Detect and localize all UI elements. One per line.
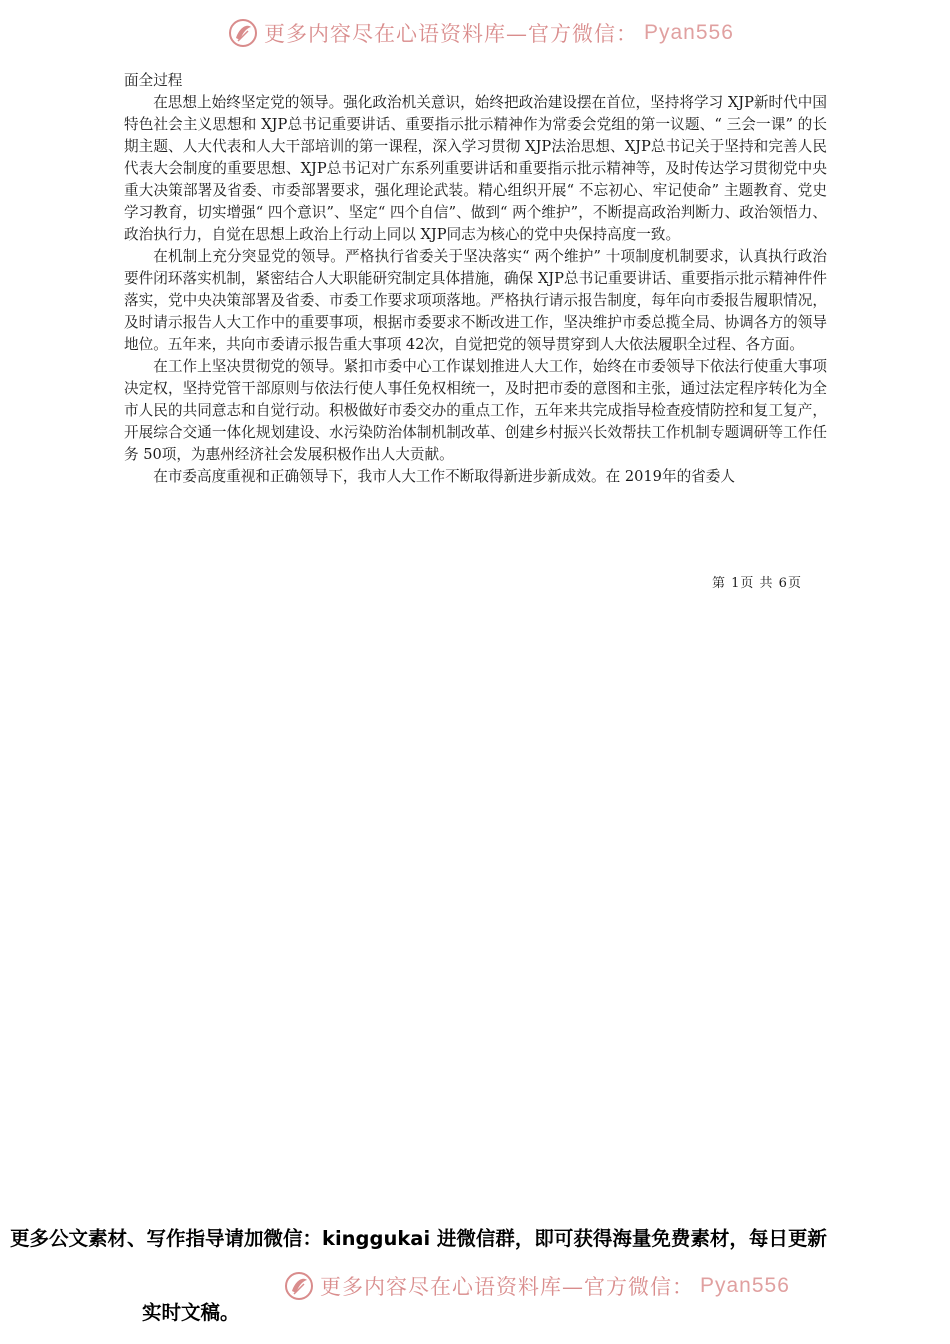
watermark-logo-icon: [284, 1271, 314, 1301]
watermark-footer: [284, 1271, 790, 1301]
watermark-header: [228, 18, 734, 48]
footer-ad-line-2: 实时文稿。: [142, 1301, 240, 1324]
paragraph: 在工作上坚决贯彻党的领导。紧扣市委中心工作谋划推进人大工作，始终在市委领导下依法行使重大事项决定权，坚持党管干部原则与依法行使人事任免权相统一，及时把市委的意图和主张，通过法定程序转化为全市人民的共同意志和自觉行动。积极做好市委交办的重点工作，五年来共完成指导检查疫情防控和复工复产，开展综合交通一体化规划建设、水污染防治体制机制改革、创建乡村振兴长效帮扶工作机制专题调研等工作任务 50项，为惠州经济社会发展积极作出人大贡献。: [124, 358, 827, 463]
paragraph-continuation: 面全过程: [124, 72, 183, 89]
watermark-handle: Pyan556: [644, 21, 734, 44]
page-number: 第 1页 共 6页: [712, 576, 802, 591]
footer-ad-line-1: 更多公文素材、写作指导请加微信：kinggukai 进微信群，即可获得海量免费素材，每日更新: [10, 1227, 827, 1250]
watermark-text: 更多内容尽在心语资料库—官方微信：: [264, 22, 638, 46]
paragraph: 在市委高度重视和正确领导下，我市人大工作不断取得新进步新成效。在 2019年的省委人: [153, 468, 735, 485]
paragraph: 在思想上始终坚定党的领导。强化政治机关意识，始终把政治建设摆在首位，坚持将学习 XJP新时代中国特色社会主义思想和 XJP总书记重要讲话、重要指示批示精神作为常委会党组的第一议题、“ 三会一课” 的长期主题、人大代表和人大干部培训的第一课程，深入学习贯彻 XJP法治思想、XJP总书记关于坚持和完善人民代表大会制度的重要思想、XJP总书记对广东系列重要讲话和重要指示批示精神等，及时传达学习贯彻党中央重大决策部署及省委、市委部署要求，强化理论武装。精心组织开展“ 不忘初心、牢记使命” 主题教育、党史学习教育，切实增强“ 四个意识”、坚定“ 四个自信”、做到“ 两个维护”，不断提高政治判断力、政治领悟力、政治执行力，自觉在思想上政治上行动上同以 XJP同志为核心的党中央保持高度一致。: [124, 94, 827, 243]
document-body: [124, 70, 827, 488]
watermark-logo-icon: [228, 18, 258, 48]
paragraph: 在机制上充分突显党的领导。严格执行省委关于坚决落实“ 两个维护” 十项制度机制要求，认真执行政治要件闭环落实机制，紧密结合人大职能研究制定具体措施，确保 XJP总书记重要讲话、重要指示批示精神件件落实，党中央决策部署及省委、市委工作要求项项落地。严格执行请示报告制度，每年向市委报告履职情况，及时请示报告人大工作中的重要事项，根据市委要求不断改进工作，坚决维护市委总揽全局、协调各方的领导地位。五年来，共向市委请示报告重大事项 42次，自觉把党的领导贯穿到人大依法履职全过程、各方面。: [124, 248, 827, 353]
watermark-text: 更多内容尽在心语资料库—官方微信：: [320, 1275, 694, 1299]
watermark-handle: Pyan556: [700, 1274, 790, 1297]
